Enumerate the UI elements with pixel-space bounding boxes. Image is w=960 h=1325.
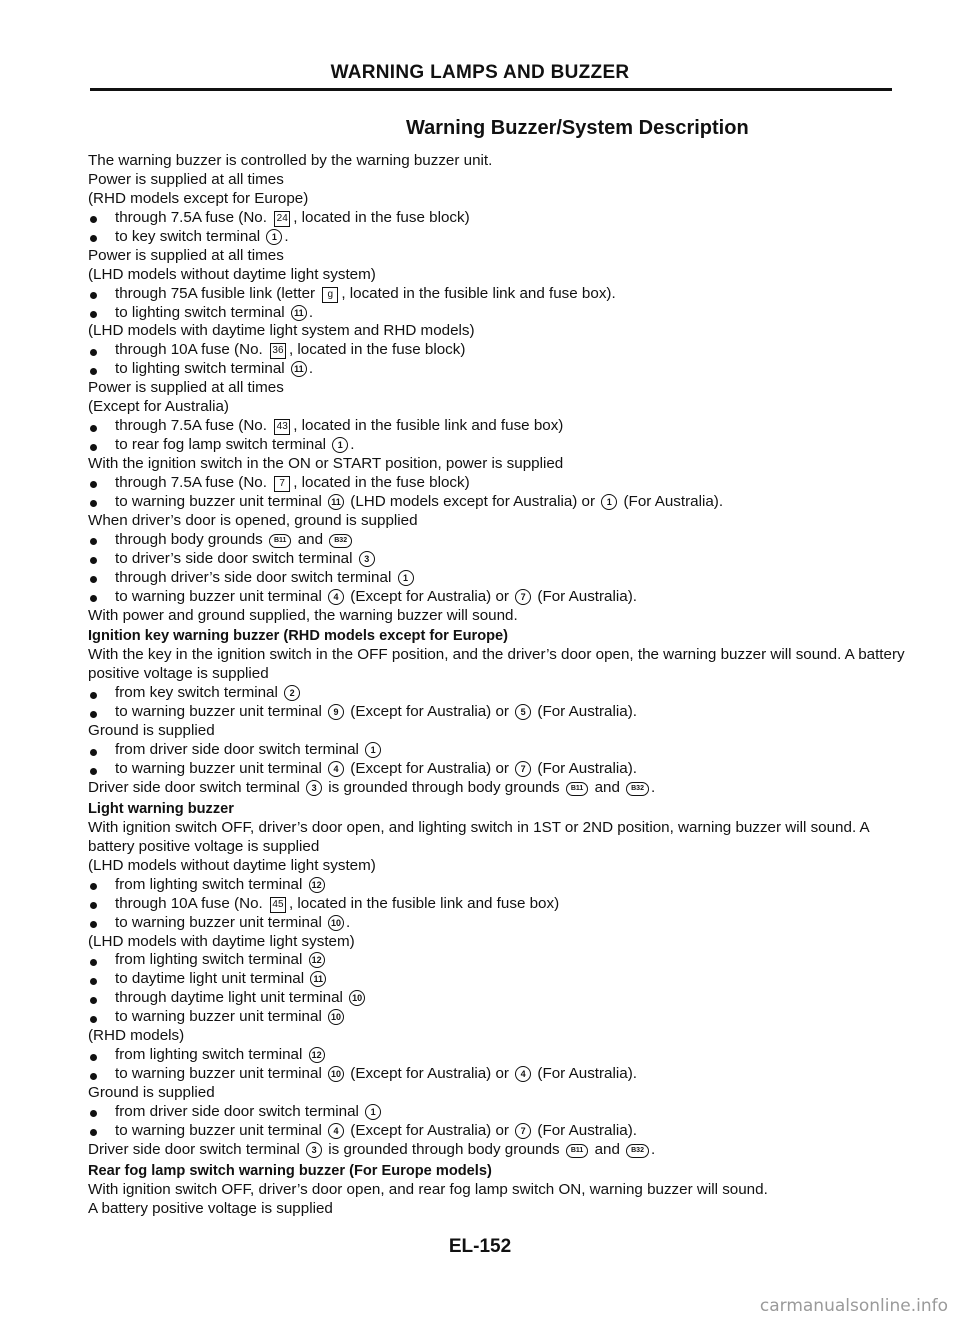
text-span: . xyxy=(308,360,314,378)
text-span: . xyxy=(284,227,289,245)
terminal-number-badge: 11 xyxy=(291,361,307,377)
text-span: to daytime light unit terminal xyxy=(115,970,309,988)
text-span: (LHD models except for Australia) or xyxy=(346,492,600,510)
bullet-item xyxy=(88,741,908,760)
text-span: to warning buzzer unit terminal xyxy=(115,760,327,778)
bullet-item xyxy=(88,209,908,228)
terminal-number-badge: 11 xyxy=(310,971,326,987)
watermark-text[interactable]: carmanualsonline.info xyxy=(759,1296,948,1316)
fuse-number-box: 45 xyxy=(270,897,286,913)
text-span: through 7.5A fuse (No. xyxy=(115,417,272,435)
text-span: to driver’s side door switch terminal xyxy=(115,549,357,567)
terminal-number-badge: 11 xyxy=(291,305,307,321)
bullet-item xyxy=(88,703,908,722)
text-span: (LHD models with daytime light system and RHD models) xyxy=(88,322,475,340)
bullet-item xyxy=(88,1008,908,1027)
text-span: from driver side door switch terminal xyxy=(115,1102,364,1120)
terminal-number-badge: 5 xyxy=(515,704,531,720)
text-span: to lighting switch terminal xyxy=(115,360,289,378)
text-span: (Except for Australia) or xyxy=(346,703,514,721)
bullet-item xyxy=(88,1122,908,1141)
text-span: (LHD models without daytime light system) xyxy=(88,265,376,283)
bullet-item xyxy=(88,951,908,970)
bullet-item xyxy=(88,1103,908,1122)
text-span: to key switch terminal xyxy=(115,227,265,245)
text-line xyxy=(88,857,908,876)
text-line xyxy=(88,1200,908,1219)
ground-point-badge: B11 xyxy=(269,534,291,548)
text-line xyxy=(88,722,908,741)
text-span: (LHD models with daytime light system) xyxy=(88,932,355,950)
bullet-item xyxy=(88,474,908,493)
terminal-number-badge: 12 xyxy=(309,1047,325,1063)
text-span: Power is supplied at all times xyxy=(88,170,284,188)
terminal-number-badge: 7 xyxy=(515,589,531,605)
text-paragraph xyxy=(88,819,908,857)
text-line xyxy=(88,1027,908,1046)
terminal-number-badge: 10 xyxy=(328,915,344,931)
section-title: Warning Buzzer/System Description xyxy=(406,117,749,139)
fuse-number-box: 43 xyxy=(274,419,290,435)
text-line xyxy=(88,1084,908,1103)
text-span: through 10A fuse (No. xyxy=(115,341,267,359)
text-span: to warning buzzer unit terminal xyxy=(115,1008,327,1026)
text-span: , located in the fuse block) xyxy=(293,473,470,491)
text-span: through 7.5A fuse (No. xyxy=(115,208,272,226)
text-span: and xyxy=(590,1140,625,1158)
bullet-item xyxy=(88,1065,908,1084)
bullet-item xyxy=(88,989,908,1008)
ground-point-badge: B32 xyxy=(329,534,352,548)
text-span: (Except for Australia) or xyxy=(346,1065,514,1083)
text-line xyxy=(88,247,908,266)
text-span: With the ignition switch in the ON or START position, power is supplied xyxy=(88,455,564,472)
bullet-item xyxy=(88,1046,908,1065)
text-paragraph xyxy=(88,646,908,684)
terminal-number-badge: 4 xyxy=(328,1123,344,1139)
bullet-item xyxy=(88,569,908,588)
text-span: (For Australia). xyxy=(619,492,724,510)
bullet-item xyxy=(88,436,908,455)
text-span: Ground is supplied xyxy=(88,722,215,740)
terminal-number-badge: 1 xyxy=(365,742,381,758)
text-span: Power is supplied at all times xyxy=(88,379,284,397)
text-span: (For Australia). xyxy=(533,1121,637,1139)
text-span: to warning buzzer unit terminal xyxy=(115,587,327,605)
terminal-number-badge: 1 xyxy=(601,494,617,510)
text-span: (For Australia). xyxy=(533,760,637,778)
fuse-number-box: 7 xyxy=(274,476,290,492)
text-span: through 75A fusible link (letter xyxy=(115,284,320,302)
text-span: , located in the fuse block) xyxy=(293,208,470,226)
text-span: (RHD models except for Europe) xyxy=(88,189,309,207)
text-line xyxy=(88,398,908,417)
bullet-item xyxy=(88,970,908,989)
subsection-heading xyxy=(88,1162,908,1181)
text-span: from key switch terminal xyxy=(115,684,283,702)
text-span: (Except for Australia) or xyxy=(346,1121,514,1139)
terminal-number-badge: 1 xyxy=(398,570,414,586)
terminal-number-badge: 3 xyxy=(359,551,375,567)
text-line xyxy=(88,455,908,474)
text-span: , located in the fusible link and fuse box) xyxy=(288,894,560,912)
text-span: Ignition key warning buzzer (RHD models except for Europe) xyxy=(88,628,509,645)
bullet-item xyxy=(88,684,908,703)
text-span: from lighting switch terminal xyxy=(115,951,307,969)
fuse-number-box: g xyxy=(322,287,338,303)
text-span: is grounded through body grounds xyxy=(324,778,564,796)
text-line xyxy=(88,512,908,531)
terminal-number-badge: 1 xyxy=(365,1104,381,1120)
text-span: to warning buzzer unit terminal xyxy=(115,703,327,721)
bullet-item xyxy=(88,588,908,607)
text-line xyxy=(88,152,908,171)
text-span: The warning buzzer is controlled by the warning buzzer unit. xyxy=(88,152,493,169)
terminal-number-badge: 4 xyxy=(328,761,344,777)
text-span: (Except for Australia) xyxy=(88,398,229,416)
text-span: With power and ground supplied, the warning buzzer will sound. xyxy=(88,606,518,624)
bullet-item xyxy=(88,895,908,914)
text-span: and xyxy=(293,530,328,548)
text-span: through 7.5A fuse (No. xyxy=(115,473,272,491)
text-span: from lighting switch terminal xyxy=(115,875,307,893)
text-span: With ignition switch OFF, driver’s door open, and lighting switch in 1ST or 2ND position, warning buzzer will sound. A battery positive voltage is supplied xyxy=(88,818,869,855)
terminal-number-badge: 3 xyxy=(306,780,322,796)
text-span: to warning buzzer unit terminal xyxy=(115,1121,327,1139)
text-span: . xyxy=(346,913,351,931)
text-span: through daytime light unit terminal xyxy=(115,989,348,1007)
bullet-item xyxy=(88,914,908,933)
text-span: Driver side door switch terminal xyxy=(88,778,305,796)
text-span: to warning buzzer unit terminal xyxy=(115,1065,327,1083)
text-span: Ground is supplied xyxy=(88,1084,215,1101)
bullet-item xyxy=(88,417,908,436)
bullet-item xyxy=(88,304,908,323)
text-line xyxy=(88,1181,908,1200)
text-line xyxy=(88,322,908,341)
text-span: to warning buzzer unit terminal xyxy=(115,492,327,510)
text-span: from lighting switch terminal xyxy=(115,1046,307,1064)
text-line xyxy=(88,933,908,952)
text-line xyxy=(88,379,908,398)
text-span: from driver side door switch terminal xyxy=(115,741,364,759)
text-span: to lighting switch terminal xyxy=(115,303,289,321)
terminal-number-badge: 11 xyxy=(328,494,344,510)
text-span: , located in the fusible link and fuse box). xyxy=(341,284,616,302)
text-span: and xyxy=(590,778,625,796)
text-span: Driver side door switch terminal xyxy=(88,1140,305,1158)
text-span: (LHD models without daytime light system) xyxy=(88,856,376,874)
fuse-number-box: 24 xyxy=(274,211,290,227)
bullet-item xyxy=(88,360,908,379)
bullet-item xyxy=(88,531,908,550)
text-span: through 10A fuse (No. xyxy=(115,894,267,912)
terminal-number-badge: 2 xyxy=(284,685,300,701)
ground-point-badge: B32 xyxy=(626,1144,649,1158)
terminal-number-badge: 10 xyxy=(328,1009,344,1025)
bullet-item xyxy=(88,760,908,779)
subsection-heading xyxy=(88,627,908,646)
text-span: Light warning buzzer xyxy=(88,800,234,817)
terminal-number-badge: 1 xyxy=(266,229,282,245)
terminal-number-badge: 4 xyxy=(515,1066,531,1082)
text-span: (Except for Australia) or xyxy=(346,587,514,605)
text-span: Power is supplied at all times xyxy=(88,246,284,264)
text-span: to rear fog lamp switch terminal xyxy=(115,436,331,454)
text-span: , located in the fuse block) xyxy=(288,341,466,359)
text-span: With the key in the ignition switch in the OFF position, and the driver’s door open, the warning buzzer will sound. A battery positive voltage is supplied xyxy=(88,646,905,683)
text-line xyxy=(88,190,908,209)
page-header-title: WARNING LAMPS AND BUZZER xyxy=(330,62,630,83)
bullet-item xyxy=(88,876,908,895)
bullet-item xyxy=(88,550,908,569)
text-span: through driver’s side door switch terminal xyxy=(115,568,396,586)
text-span: . xyxy=(350,436,355,454)
ground-point-badge: B11 xyxy=(566,1144,588,1158)
text-span: (RHD models) xyxy=(88,1027,185,1045)
terminal-number-badge: 9 xyxy=(328,704,344,720)
text-line xyxy=(88,1141,908,1160)
bullet-item xyxy=(88,341,908,360)
text-line xyxy=(88,266,908,285)
text-span: (Except for Australia) or xyxy=(346,760,514,778)
header-divider xyxy=(90,88,892,91)
terminal-number-badge: 4 xyxy=(328,589,344,605)
subsection-heading xyxy=(88,800,908,819)
text-span: (For Australia). xyxy=(533,1065,637,1083)
text-span: , located in the fusible link and fuse box) xyxy=(293,417,564,435)
text-span: (For Australia). xyxy=(533,587,637,605)
text-span: . xyxy=(650,1140,656,1158)
text-line xyxy=(88,171,908,190)
text-span: With ignition switch OFF, driver’s door open, and rear fog lamp switch ON, warning buzzer will sound. xyxy=(88,1180,768,1198)
bullet-item xyxy=(88,228,908,247)
text-span: A battery positive voltage is supplied xyxy=(88,1199,333,1217)
terminal-number-badge: 7 xyxy=(515,761,531,777)
terminal-number-badge: 1 xyxy=(332,437,348,453)
text-span: (For Australia). xyxy=(533,703,637,721)
page-number: EL-152 xyxy=(448,1236,512,1257)
terminal-number-badge: 3 xyxy=(306,1142,322,1158)
ground-point-badge: B32 xyxy=(626,782,649,796)
document-body xyxy=(88,152,908,1219)
terminal-number-badge: 7 xyxy=(515,1123,531,1139)
text-span: to warning buzzer unit terminal xyxy=(115,913,327,931)
text-span: Rear fog lamp switch warning buzzer (For Europe models) xyxy=(88,1162,492,1179)
bullet-item xyxy=(88,285,908,304)
terminal-number-badge: 12 xyxy=(309,952,325,968)
text-span: . xyxy=(308,303,314,321)
terminal-number-badge: 10 xyxy=(328,1066,344,1082)
text-span: When driver’s door is opened, ground is supplied xyxy=(88,511,418,529)
text-span: is grounded through body grounds xyxy=(324,1140,564,1158)
text-line xyxy=(88,607,908,626)
fuse-number-box: 36 xyxy=(270,343,286,359)
text-span: through body grounds xyxy=(115,530,267,548)
terminal-number-badge: 12 xyxy=(309,877,325,893)
bullet-item xyxy=(88,493,908,512)
ground-point-badge: B11 xyxy=(566,782,588,796)
text-span: . xyxy=(650,778,656,796)
terminal-number-badge: 10 xyxy=(349,990,365,1006)
text-line xyxy=(88,779,908,798)
